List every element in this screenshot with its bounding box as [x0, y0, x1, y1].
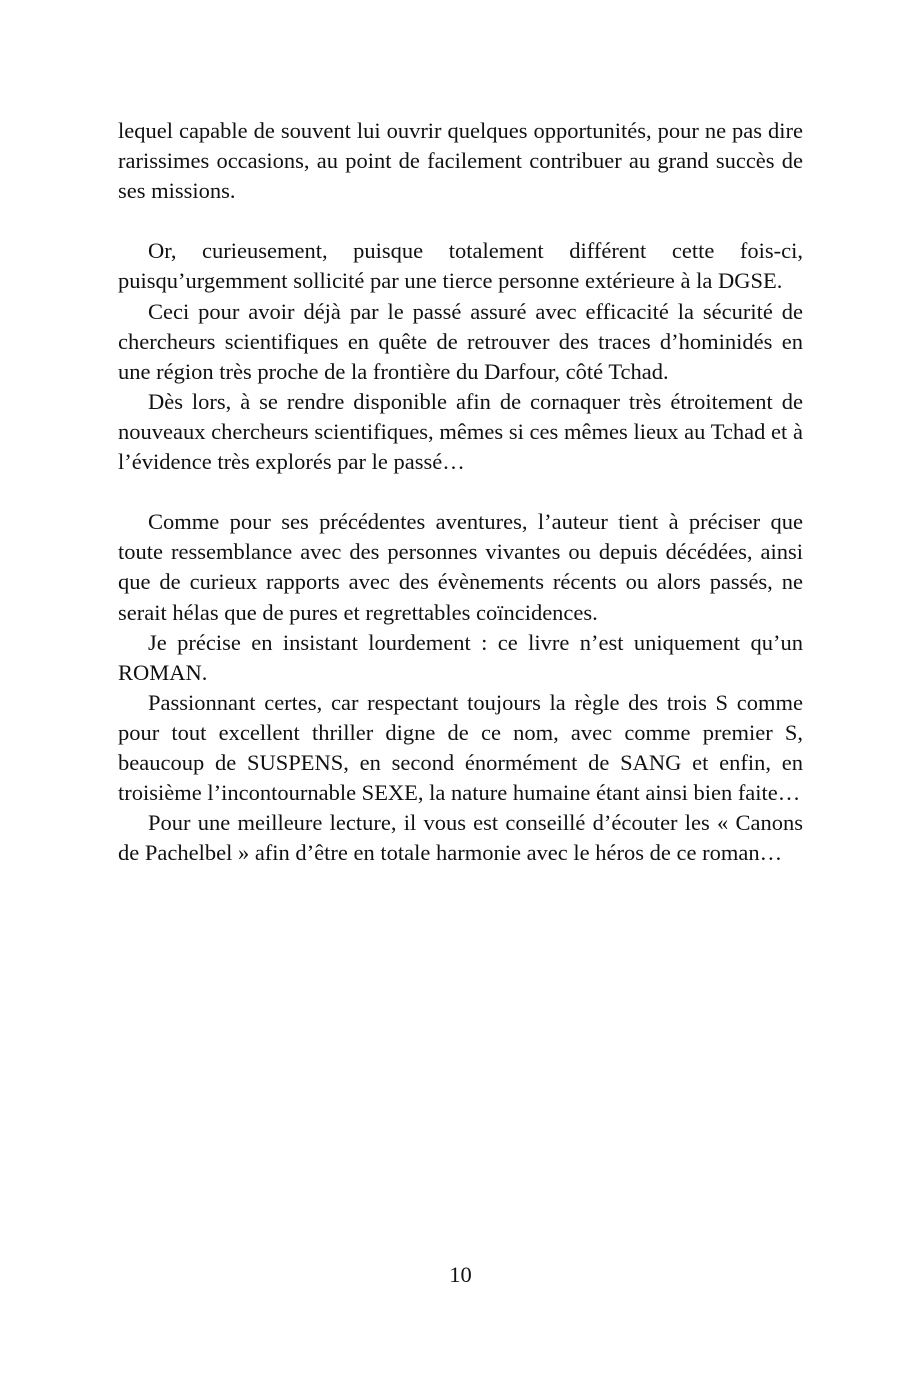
page-number: 10: [449, 1262, 472, 1287]
paragraph-7: Passionnant certes, car respectant toujours la règle des trois S comme pour tout excellent thriller digne de ce nom, avec comme premier S, beaucoup de SUSPENS, en second énormément de SANG et enfin, en troisième l’incontournable SEXE, la nature humaine étant ainsi bien faite…: [118, 689, 803, 806]
paragraph-3: Ceci pour avoir déjà par le passé assuré avec efficacité la sécurité de chercheurs scientifiques en quête de retrouver des traces d’hominidés en une région très proche de la frontière du Darfour, côté Tchad.: [118, 298, 803, 384]
paragraph-gap: [118, 206, 803, 236]
paragraph-5: Comme pour ses précédentes aventures, l’auteur tient à préciser que toute ressemblance avec des personnes vivantes ou depuis décédées, ainsi que de curieux rapports avec des évènements récents ou alors passés, ne serait hélas que de pures et regrettables coïncidences.: [118, 509, 803, 625]
paragraph-gap: [118, 477, 803, 507]
body-text: [118, 116, 803, 868]
paragraph-6: Je précise en insistant lourdement : ce livre n’est uniquement qu’un ROMAN.: [118, 629, 803, 685]
paragraph-4: Dès lors, à se rendre disponible afin de cornaquer très étroitement de nouveaux chercheurs scientifiques, mêmes si ces mêmes lieux au Tchad et à l’évidence très explorés par le passé…: [118, 388, 803, 475]
paragraph-2: Or, curieusement, puisque totalement différent cette fois-ci, puisqu’urgemment sollicité par une tierce personne extérieure à la DGSE.: [118, 238, 803, 294]
paragraph-1: lequel capable de souvent lui ouvrir quelques opportunités, pour ne pas dire rarissimes occasions, au point de facilement contribuer au grand succès de ses missions.: [118, 118, 803, 204]
paragraph-8: Pour une meilleure lecture, il vous est conseillé d’écouter les « Canons de Pachelbel » afin d’être en totale harmonie avec le héros de ce roman…: [118, 810, 803, 866]
